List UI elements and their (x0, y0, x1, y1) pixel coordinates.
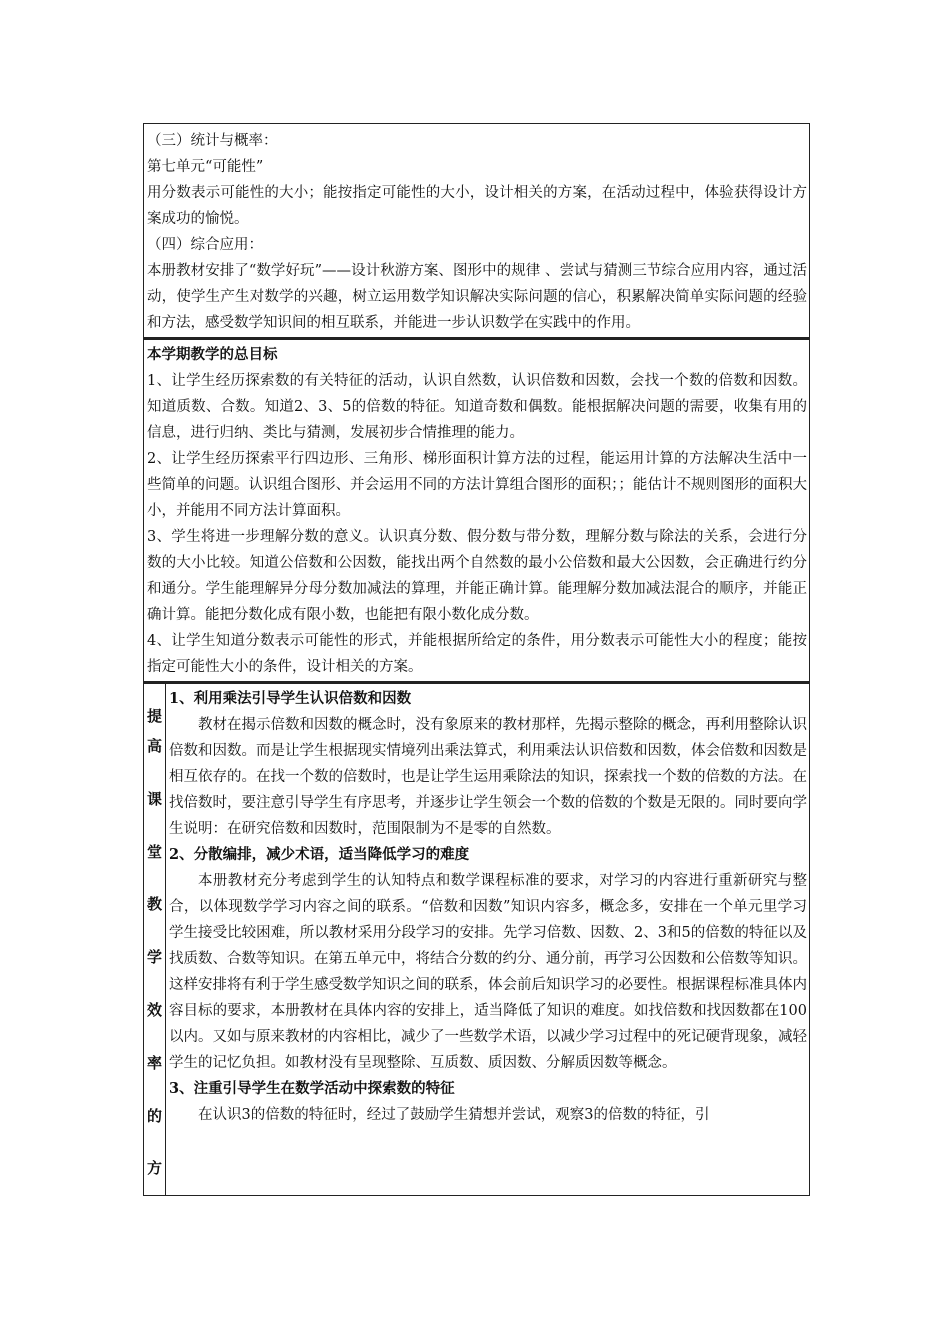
unit-seven-title: 第七单元“可能性” (147, 159, 264, 175)
side-char: 方 (146, 1159, 162, 1178)
document-page (143, 123, 810, 1196)
side-heading (144, 683, 166, 1196)
goal-item: 4、让学生知道分数表示可能性的形式，并能根据所给定的条件，用分数表示可能性大小的程度；能按指定可能性大小的条件，设计相关的方案。 (147, 633, 807, 675)
goal-item: 2、让学生经历探索平行四边形、三角形、梯形面积计算方法的过程，能运用计算的方法解决生活中一些简单的问题。认识组合图形、并会运用不同的方法计算组合图形的面积；；能估计不规则图形的面积大小，并能用不同方法计算面积。 (147, 451, 807, 519)
method-text-3: 在认识3的倍数的特征时，经过了鼓励学生猜想并尝试，观察3的倍数的特征，引 (198, 1107, 710, 1123)
section-methods (144, 683, 810, 1196)
side-char: 的 (146, 1106, 162, 1125)
heading-statistics: （三）统计与概率： (147, 133, 278, 149)
method-heading-2: 2、分散编排，减少术语，适当降低学习的难度 (169, 846, 470, 863)
side-char: 教 (146, 895, 162, 914)
side-char: 提 (146, 707, 162, 725)
side-char: 学 (146, 948, 162, 967)
method-heading-1: 1、利用乘法引导学生认识倍数和因数 (169, 690, 412, 707)
side-char: 效 (146, 1000, 162, 1019)
goal-item: 3、学生将进一步理解分数的意义。认识真分数、假分数与带分数，理解分数与除法的关系，会进行分数的大小比较。知道公倍数和公因数，能找出两个自然数的最小公倍数和最大公因数，会正确进行约分和通分。学生能理解异分母分数加减法的算理，并能正确计算。能理解分数加减法混合的顺序，并能正确计算。能把分数化成有限小数，也能把有限小数化成分数。 (147, 529, 807, 623)
unit-seven-text: 用分数表示可能性的大小；能按指定可能性的大小，设计相关的方案，在活动过程中，体验获得设计方案成功的愉悦。 (147, 185, 807, 227)
method-text-1: 教材在揭示倍数和因数的概念时，没有象原来的教材那样，先揭示整除的概念，再利用整除认识倍数和因数。而是让学生根据现实情境列出乘法算式，利用乘法认识倍数和因数，体会倍数和因数是相互依存的。在找一个数的倍数时，也是让学生运用乘除法的知识，探索找一个数的倍数的方法。在找倍数时，要注意引导学生有序思考，并逐步让学生领会一个数的倍数的个数是无限的。同时要向学生说明：在研究倍数和因数时，范围限制为不是零的自然数。 (169, 717, 807, 837)
section-goals (144, 339, 810, 683)
application-text: 本册教材安排了“数学好玩”——设计秋游方案、图形中的规律 、尝试与猜测三节综合应用内容，通过活动，使学生产生对数学的兴趣，树立运用数学知识解决实际问题的信心，积累解决简单实际问题的经验和方法，感受数学知识间的相互联系，并能进一步认识数学在实践中的作用。 (147, 263, 807, 331)
section-stats-application (144, 124, 810, 339)
side-char: 课 (146, 789, 162, 808)
side-char: 率 (146, 1053, 162, 1072)
goal-item: 1、让学生经历探索数的有关特征的活动，认识自然数，认识倍数和因数，会找一个数的倍数和因数。知道质数、合数。知道2、3、5的倍数的特征。知道奇数和偶数。能根据解决问题的需要，收集有用的信息，进行归纳、类比与猜测，发展初步合情推理的能力。 (147, 373, 807, 441)
goals-title: 本学期教学的总目标 (147, 346, 278, 363)
plan-table (143, 123, 810, 1196)
side-char: 堂 (146, 842, 162, 861)
side-char: 高 (146, 737, 162, 755)
heading-application: （四）综合应用： (147, 237, 263, 253)
method-heading-3: 3、注重引导学生在数学活动中探索数的特征 (169, 1080, 455, 1097)
method-text-2: 本册教材充分考虑到学生的认知特点和数学课程标准的要求，对学习的内容进行重新研究与整合，以体现数学学习内容之间的联系。“倍数和因数”知识内容多，概念多，安排在一个单元里学习学生接受比较困难，所以教材采用分段学习的安排。先学习倍数、因数、2、3和5的倍数的特征以及找质数、合数等知识。在第五单元中，将结合分数的约分、通分前，再学习公因数和公倍数等知识。这样安排将有利于学生感受数学知识之间的联系，体会前后知识学习的必要性。根据课程标准具体内容目标的要求，本册教材在具体内容的安排上，适当降低了知识的难度。如找倍数和找因数都在100以内。又如与原来教材的内容相比，减少了一些数学术语，以减少学习过程中的死记硬背现象，减轻学生的记忆负担。如教材没有呈现整除、互质数、质因数、分解质因数等概念。 (169, 873, 807, 1071)
